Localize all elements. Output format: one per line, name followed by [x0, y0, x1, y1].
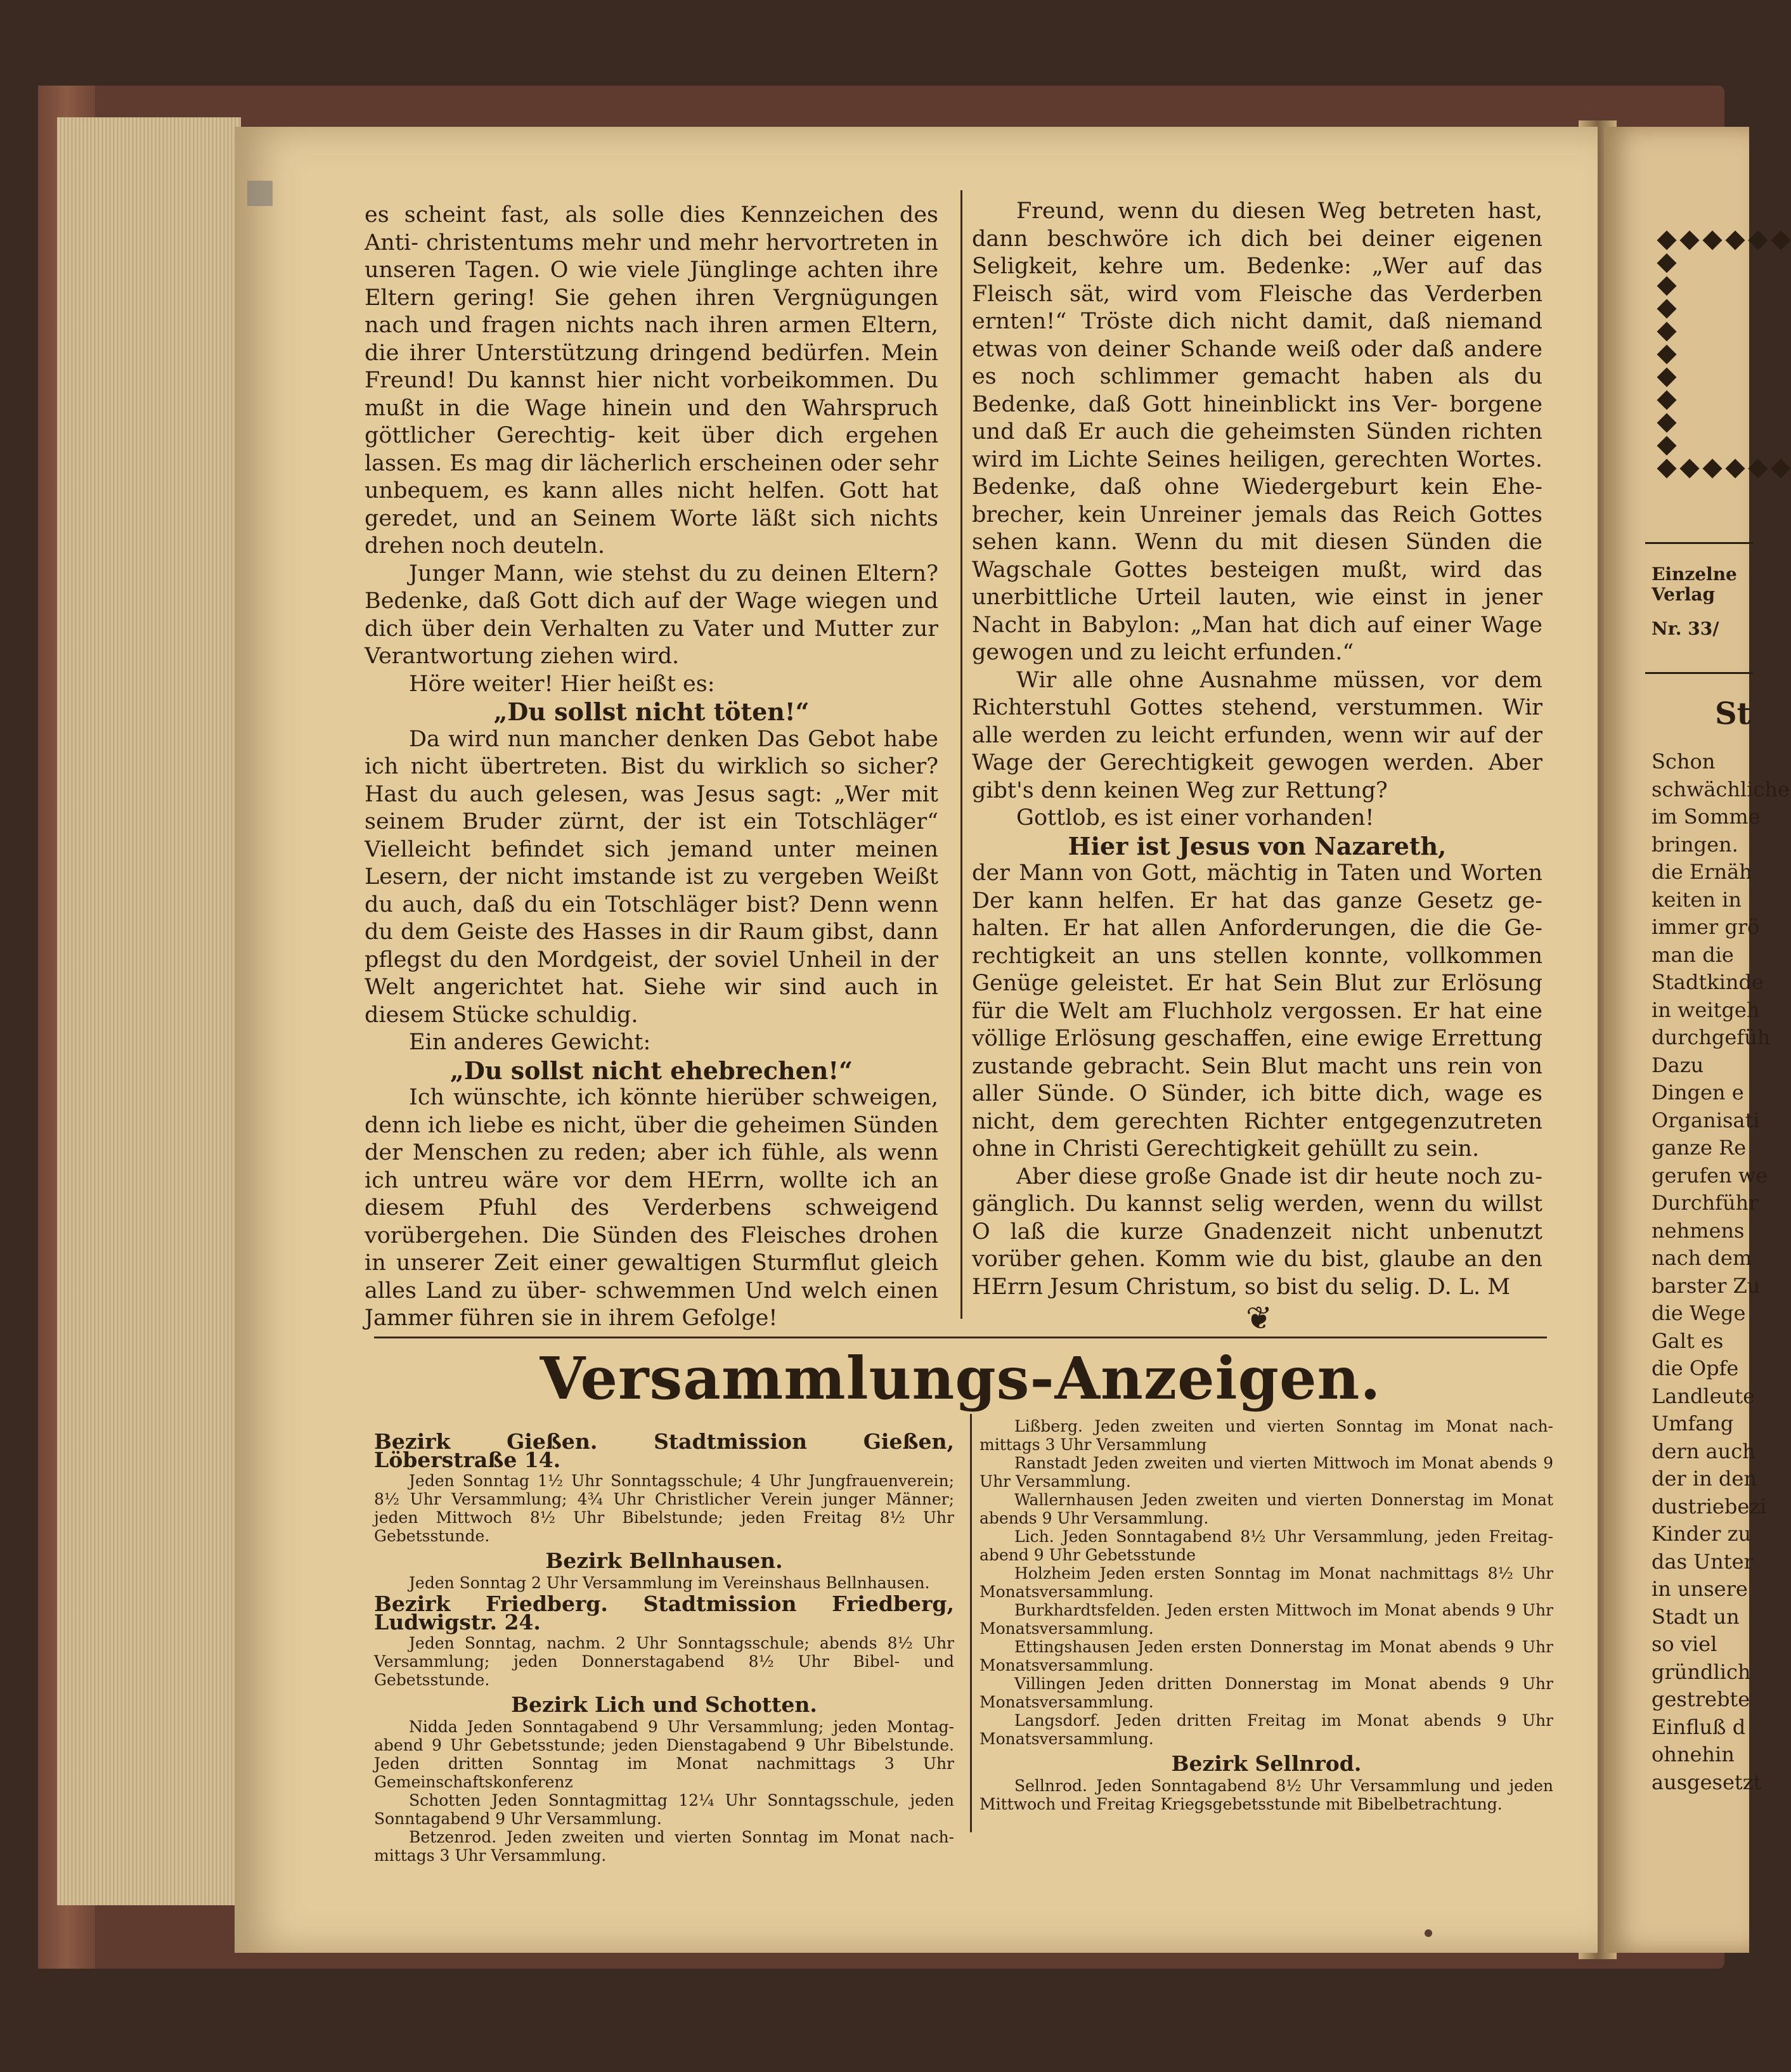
right-page-line: dern auch [1652, 1439, 1755, 1463]
right-page-line: der in den [1652, 1467, 1757, 1491]
fleuron-ornament: ❦ [1246, 1300, 1272, 1337]
section-divider [374, 1337, 1547, 1338]
ads-left-ind: Jeden Sonntag 2 Uhr Versammlung im Vereinshaus Bellnhausen. [409, 1574, 930, 1592]
ads-right-ind: Holzheim Jeden ersten Sonntag im Monat nachmittags 8½ Uhr Monatsversammlung. [980, 1564, 1553, 1601]
ads-right-bz: Bezirk Sellnrod. [1171, 1751, 1362, 1776]
right-page-line: Dazu [1652, 1052, 1704, 1077]
right-page-line: bringen. [1652, 832, 1738, 857]
right-page-line: Galt es [1652, 1328, 1724, 1353]
right-page-line: die Wege [1652, 1301, 1746, 1325]
right-page-masthead-line: Verlag [1652, 584, 1716, 605]
left-column-sub: Höre weiter! Hier heißt es: [409, 671, 715, 697]
right-page-line: immer grö [1652, 915, 1760, 939]
page-corner-mark [247, 181, 273, 206]
page-edges [57, 117, 241, 1905]
announcements-column-left [374, 1430, 954, 1865]
right-page-line: die Opfe [1652, 1356, 1739, 1380]
right-page-line: in weitgeh [1652, 997, 1760, 1022]
ads-right-ind: Sellnrod. Jeden Sonntagabend 8½ Uhr Versammlung und jeden Mittwoch und Freitag Kriegsgebetsstunde mit Bibelbetrachtung. [980, 1777, 1553, 1813]
right-page-heading: St [1715, 696, 1751, 732]
left-column-p: es scheint fast, als solle dies Kennzeichen des Anti- christentums mehr und mehr hervortreten in unseren Tagen. O wie viele Jünglinge achten ihre Eltern gering! Sie gehen ihren Vergnügungen nach und fragen nichts nach ihren armen Eltern, die ihrer Unterstützung dringend bedürfen. Mein Freund! Du kannst hier nicht vorbeikommen. Du mußt in die Wage hinein und den Wahrspruch göttlicher Gerechtig- keit über dich ergehen lassen. Es mag dir lächerlich erscheinen oder sehr unbequem, es kann alles nicht helfen. Gott hat geredet, und an Seinem Worte läßt sich nichts drehen noch deuteln. [365, 202, 938, 559]
ink-dot [1425, 1929, 1432, 1937]
ads-right-ind: Ettingshausen Jeden ersten Donnerstag im Monat abends 9 Uhr Monatsversammlung. [980, 1638, 1553, 1674]
right-page-line: Einfluß d [1652, 1714, 1746, 1739]
diamond-ornament-icon [1771, 458, 1790, 478]
ads-left-bz: Bezirk Lich und Schotten. [511, 1692, 817, 1717]
right-page-line: im Somme [1652, 805, 1761, 829]
right-page-line: nach dem [1652, 1246, 1752, 1270]
right-page-line: barster Zu [1652, 1273, 1761, 1298]
diamond-ornament-icon [1748, 230, 1768, 250]
right-page-line: Schon [1652, 749, 1716, 774]
right-page-line: nehmens [1652, 1218, 1745, 1243]
left-column-indent: Da wird nun mancher denken Das Gebot habe ich nicht übertreten. Bist du wirklich so sicher? Hast du auch gelesen, was Jesus sagt: „Wer mit seinem Bruder zürnt, der ist ein Totschläger“ Vielleicht befindet sich jemand unter meinen Lesern, der nicht imstande ist zu vergeben Weißt du auch, daß du ein Totschläger bist? Denn wenn du dem Geiste des Hasses in dir Raum gibst, dann pflegst du den Mordgeist, der soviel Unheil in der Welt angerichtet hat. Siehe wir sind auch in diesem Stücke schuldig. [365, 726, 938, 1028]
right-page-rule [1645, 672, 1753, 674]
diamond-ornament-icon [1748, 458, 1768, 478]
right-page-line: ganze Re [1652, 1136, 1747, 1160]
left-column-sub: Ein anderes Gewicht: [409, 1030, 651, 1055]
right-page-masthead-line: Nr. 33/ [1652, 618, 1719, 639]
right-page-line: Stadt un [1652, 1604, 1740, 1629]
right-page-line: so viel [1652, 1632, 1717, 1656]
right-page-line: das Unter [1652, 1549, 1754, 1574]
right-page-line: dustriebezi [1652, 1494, 1767, 1518]
left-column-heading: „Du sollst nicht ehebrechen!“ [450, 1056, 853, 1085]
right-page-line: Kinder zu [1652, 1522, 1752, 1546]
ads-right-ind: Wallernhausen Jeden zweiten und vierten Donnerstag im Monat abends 9 Uhr Versammlung. [980, 1491, 1553, 1527]
right-page-line: in unsere [1652, 1577, 1748, 1601]
right-page-text [1652, 748, 1790, 1796]
right-column-p: der Mann von Gott, mächtig in Taten und Worten Der kann helfen. Er hat das ganze Gesetz ge- halten. Er hat allen Anforderungen, die die Ge- rechtigkeit an uns stellen konnte, vollkommen Genüge geleistet. Er hat Sein Blut zur Erlösung für die Welt am Fluchholz vergossen. Er hat eine völlige Erlösung geschaffen, eine ewige Errettung zustande gebracht. Sein Blut macht uns rein von aller Sünde. O Sünder, ich bitte dich, wage es nicht, dem gerechten Richter entgegenzutreten ohne in Christi Gerechtigkeit gehüllt zu sein. [972, 860, 1542, 1162]
ads-left-bzl: Bezirk Gießen. Stadtmission Gießen, Löberstraße 14. [374, 1429, 954, 1472]
right-page-line: gerufen we [1652, 1163, 1768, 1188]
left-column-heading: „Du sollst nicht töten!“ [493, 697, 810, 726]
right-column-indent: Aber diese große Gnade ist dir heute noch zu- gänglich. Du kannst selig werden, wenn du willst O laß die kurze Gnadenzeit nicht unbenutzt vorüber gehen. Komm wie du bist, glaube an den HErrn Jesum Christum, so bist du selig. D. L. M [972, 1163, 1542, 1300]
right-page-line: Landleute [1652, 1383, 1755, 1408]
right-page-line: ohnehin [1652, 1742, 1735, 1766]
announcements-divider [970, 1414, 972, 1832]
article-column-right [972, 198, 1542, 1301]
ads-right-ind: Villingen Jeden dritten Donnerstag im Monat abends 9 Uhr Monatsversammlung. [980, 1674, 1553, 1711]
column-divider [960, 190, 962, 1319]
right-page-masthead [1652, 564, 1737, 639]
ads-left-ind: Jeden Sonntag 1½ Uhr Sonntagsschule; 4 Uhr Jungfrauenverein; 8½ Uhr Versammlung; 4¾ Uhr Christlicher Verein junger Männer; jeden Mittwoch 8½ Uhr Bibelstunde; jeden Freitag 8½ Uhr Gebetsstunde. [374, 1472, 954, 1545]
right-page-line: Umfang [1652, 1411, 1734, 1435]
ads-left-ind: Nidda Jeden Sonntagabend 9 Uhr Versammlung; jeden Montag- abend 9 Uhr Gebetsstunde; jeden Dienstagabend 9 Uhr Bibelstunde. Jeden dritten Sonntag im Monat nachmittags 3 Uhr Gemeinschaftskonferenz [374, 1718, 954, 1791]
ads-left-ind: Jeden Sonntag, nachm. 2 Uhr Sonntagsschule; abends 8½ Uhr Versammlung; jeden Donnerstagabend 8½ Uhr Bibel- und Gebetsstunde. [374, 1634, 954, 1689]
announcements-column-right [980, 1417, 1553, 1813]
ads-left-ind: Betzenrod. Jeden zweiten und vierten Sonntag im Monat nach- mittags 3 Uhr Versammlung. [374, 1828, 954, 1865]
right-page-line: man die [1652, 942, 1734, 967]
ads-right-ind: Burkhardtsfelden. Jeden ersten Mittwoch im Monat abends 9 Uhr Monatsversammlung. [980, 1601, 1553, 1638]
ads-right-ind: Langsdorf. Jeden dritten Freitag im Monat abends 9 Uhr Monatsversammlung. [980, 1711, 1553, 1748]
right-column-heading: Hier ist Jesus von Nazareth, [1068, 831, 1447, 860]
right-page-line: Stadtkinde [1652, 970, 1764, 994]
right-page-line: keiten in [1652, 887, 1742, 912]
left-column-indent: Ich wünschte, ich könnte hierüber schweigen, denn ich liebe es nicht, über die geheimen Sünden der Menschen zu reden; aber ich fühle, als wenn ich untreu wäre vor dem HErrn, wollte ich an diesem Pfuhl des Verderbens schweigend vorübergehen. Die Sünden des Fleisches drohen in unserer Zeit einer gewaltigen Sturmflut gleich alles Land zu über- schwemmen Und welch einen Jammer führen sie in ihrem Gefolge! [365, 1085, 938, 1331]
ads-left-ind: Schotten Jeden Sonntagmittag 12¼ Uhr Sonntagsschule, jeden Sonntagabend 9 Uhr Versammlung. [374, 1791, 954, 1828]
right-page-line: die Ernäh [1652, 860, 1752, 884]
ads-right-ind: Lißberg. Jeden zweiten und vierten Sonntag im Monat nach- mittags 3 Uhr Versammlung [980, 1417, 1553, 1454]
announcements-title: Versammlungs-Anzeigen. [540, 1344, 1381, 1413]
ads-right-ind: Lich. Jeden Sonntagabend 8½ Uhr Versammlung, jeden Freitag- abend 9 Uhr Gebetsstunde [980, 1527, 1553, 1564]
right-page-line: durchgefüh [1652, 1025, 1771, 1049]
right-page-line: Dingen e [1652, 1080, 1744, 1104]
right-column-indent: Wir alle ohne Ausnahme müssen, vor dem Richterstuhl Gottes stehend, verstummen. Wir alle werden zu leicht erfunden, wenn wir auf der Wage der Gerechtigkeit gewogen werden. Aber gibt's denn keinen Weg zur Rettung? [972, 667, 1542, 803]
ads-right-ind: Ranstadt Jeden zweiten und vierten Mittwoch im Monat abends 9 Uhr Versammlung. [980, 1454, 1553, 1491]
right-page-line: Organisati [1652, 1108, 1760, 1132]
ads-left-bz: Bezirk Bellnhausen. [545, 1548, 783, 1573]
article-column-left [365, 202, 938, 1333]
right-page-masthead-line: Einzelne [1652, 564, 1737, 585]
right-page-line: schwächliche [1652, 777, 1790, 801]
ads-left-bzl: Bezirk Friedberg. Stadtmission Friedberg, Ludwigstr. 24. [374, 1591, 954, 1635]
right-column-sub: Gottlob, es ist einer vorhanden! [1016, 805, 1374, 831]
right-page-line: gründlich [1652, 1659, 1751, 1684]
right-page-line: gestrebte [1652, 1687, 1750, 1711]
right-page-rule [1645, 542, 1753, 544]
right-page-line: Durchführ [1652, 1191, 1759, 1215]
left-column-indent: Junger Mann, wie stehst du zu deinen Eltern? Bedenke, daß Gott dich auf der Wage wiegen und dich über dein Verhalten zu Vater und Mutter zur Verantwortung ziehen wird. [365, 560, 938, 669]
right-page-line: ausgesetzt [1652, 1770, 1762, 1794]
diamond-ornament-icon [1771, 230, 1790, 250]
right-column-indent: Freund, wenn du diesen Weg betreten hast, dann beschwöre ich dich bei deiner eigenen Seligkeit, kehre um. Bedenke: „Wer auf das Fleisch sät, wird vom Fleische das Verderben ernten!“ Tröste dich nicht damit, daß niemand etwas von deiner Schande weiß oder daß andere es noch schlimmer gemacht haben als du Bedenke, daß Gott hineinblickt ins Ver- borgene und daß Er auch die geheimsten Sünden richten wird im Lichte Seines heiligen, gerechten Wortes. Bedenke, daß ohne Wiedergeburt kein Ehe- brecher, kein Unreiner jemals das Reich Gottes sehen kann. Wenn du mit diesen Sünden die Wagschale Gottes besteigen mußt, wird das unerbittliche Urteil lauten, wie einst in jener Nacht in Babylon: „Man hat dich auf einer Wage gewogen und zu leicht erfunden.“ [972, 198, 1542, 665]
